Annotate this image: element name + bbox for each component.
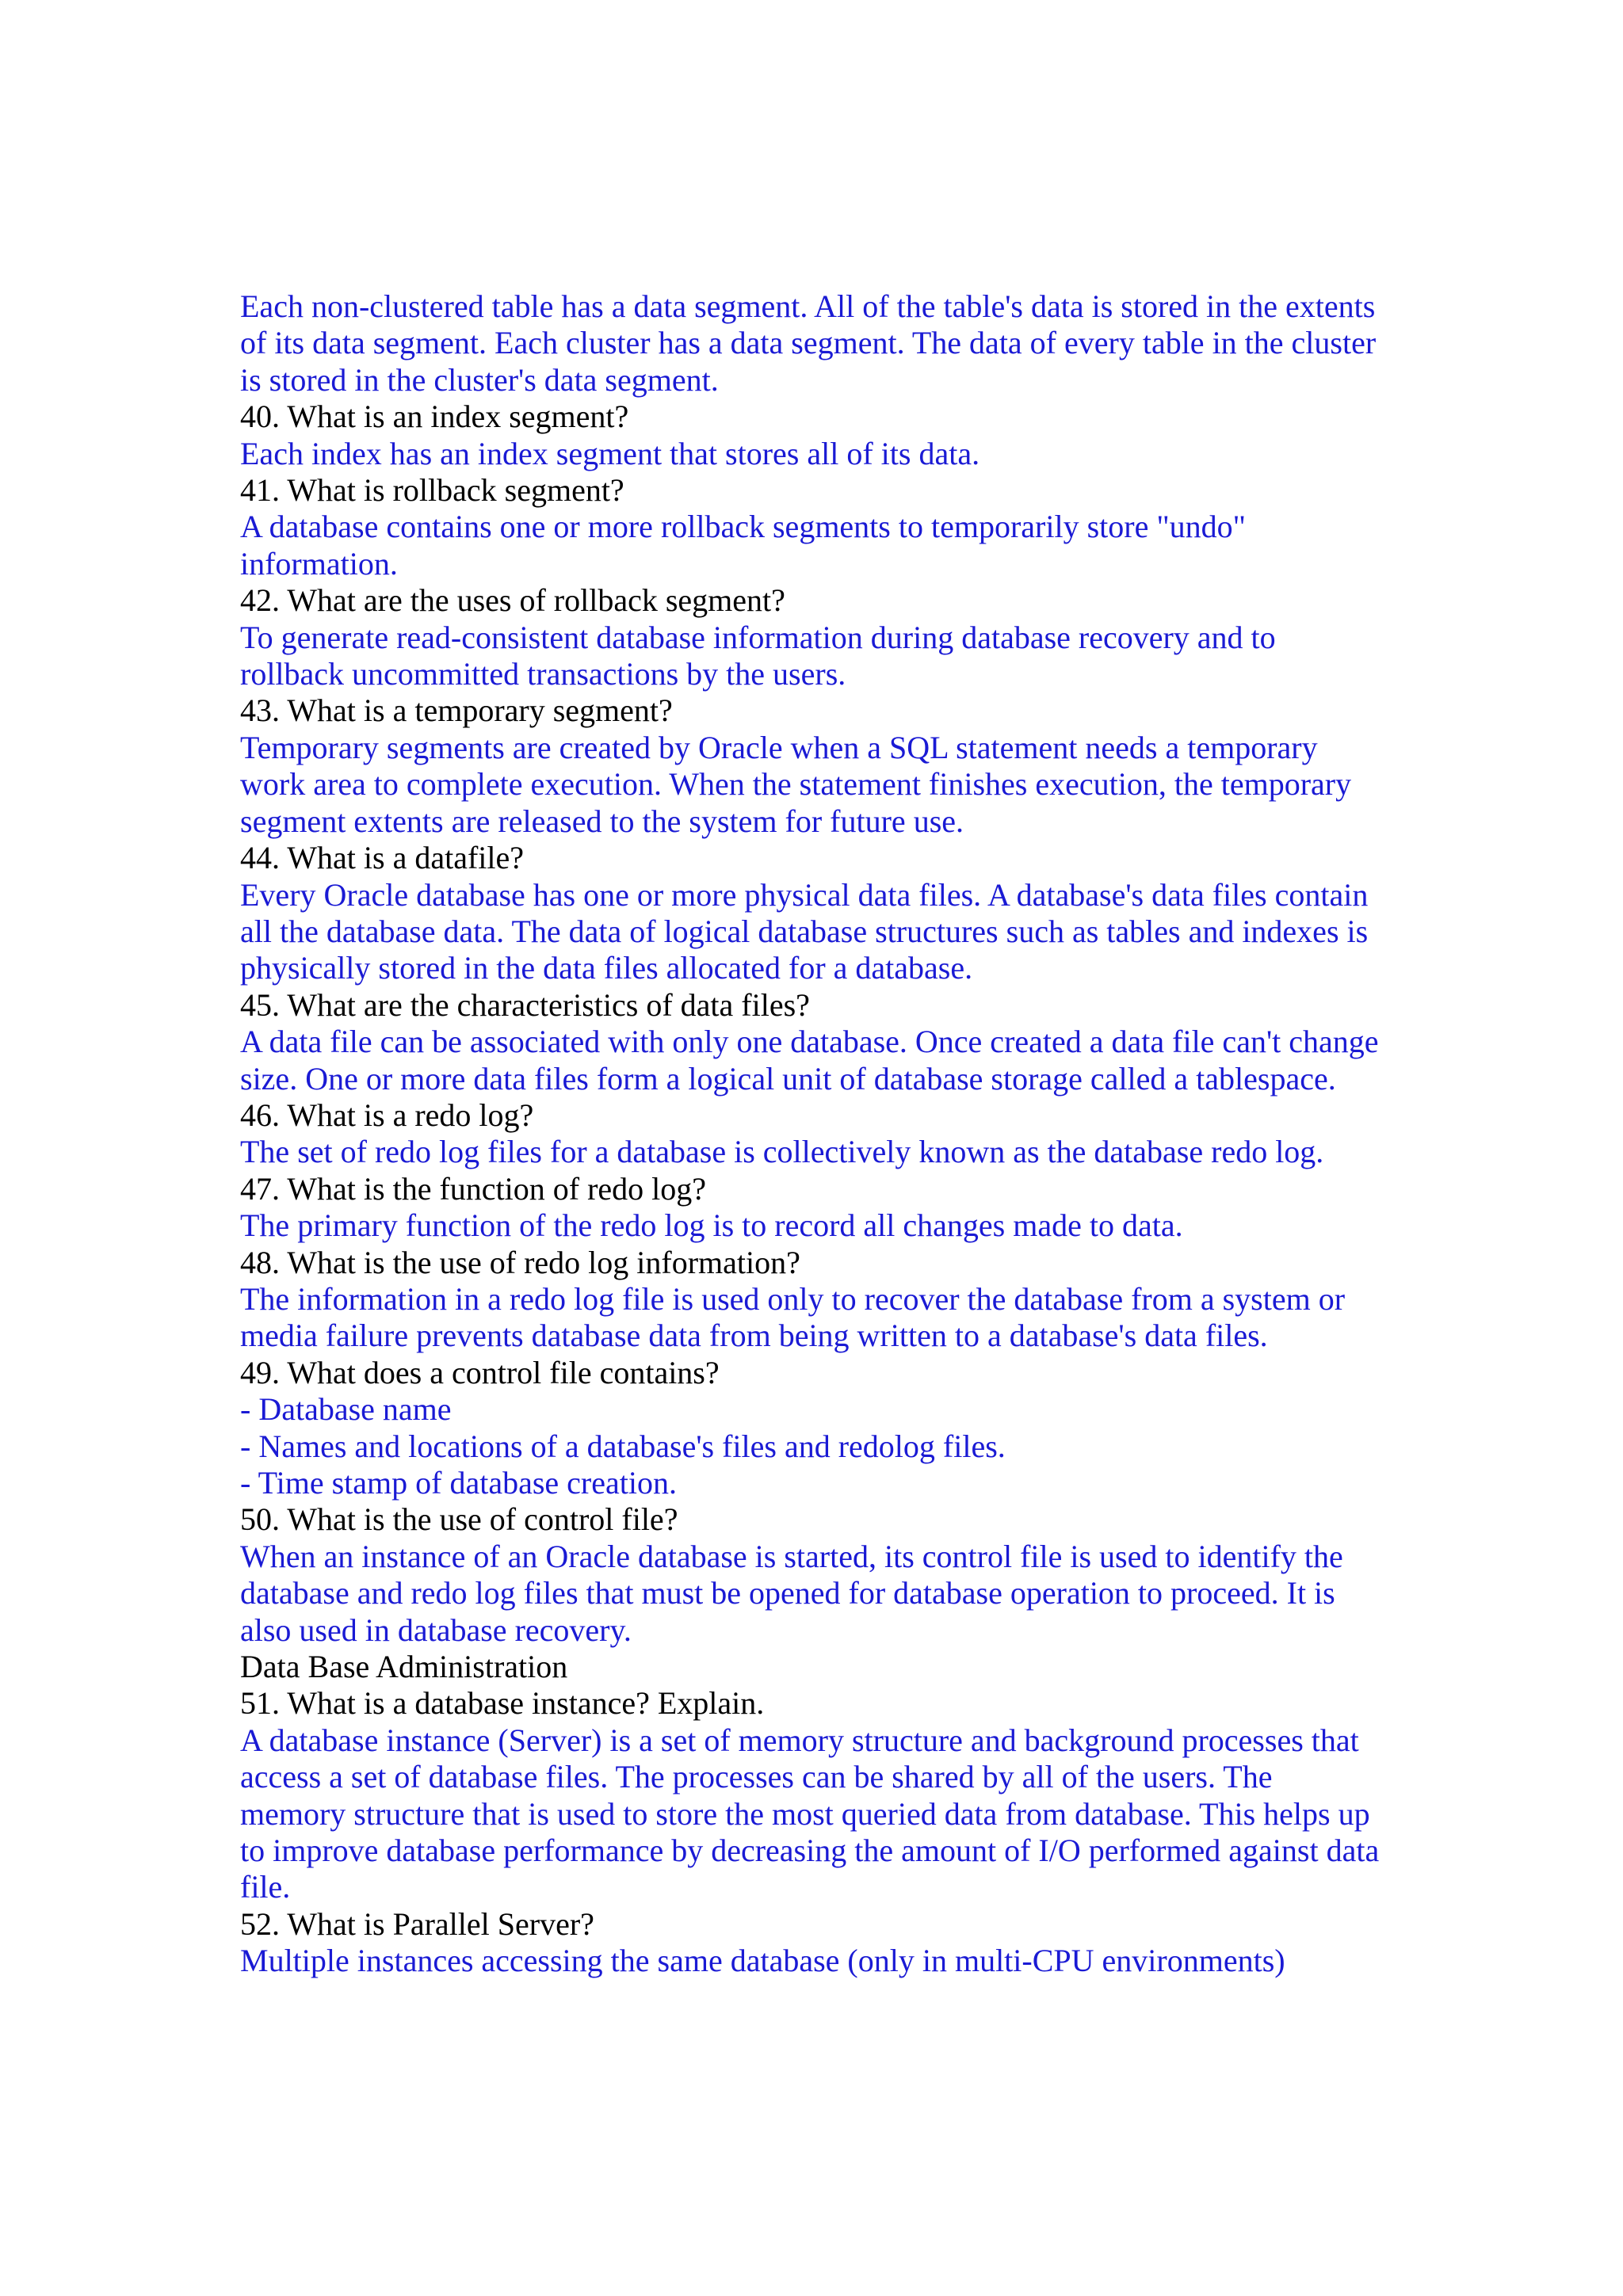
answer-line: Each index has an index segment that stores all of its data.: [240, 435, 980, 471]
question-line: 52. What is Parallel Server?: [240, 1905, 594, 1942]
question-heading: [240, 1649, 1429, 1685]
answer-paragraph: [240, 436, 1429, 472]
answer-line: The information in a redo log file is used only to recover the database from a system or: [240, 1280, 1346, 1317]
answer-paragraph: [240, 1281, 1429, 1355]
answer-paragraph: [240, 1207, 1429, 1244]
question-heading: [240, 399, 1429, 435]
answer-paragraph: [240, 1391, 1429, 1501]
answer-line: rollback uncommitted transactions by the users.: [240, 656, 846, 692]
question-heading: [240, 1245, 1429, 1281]
answer-line: of its data segment. Each cluster has a data segment. The data of every table in the cluster: [240, 325, 1377, 361]
answer-paragraph: [240, 1539, 1429, 1649]
question-heading: [240, 472, 1429, 509]
question-heading: [240, 1097, 1429, 1134]
answer-line: work area to complete execution. When the statement finishes execution, the temporary: [240, 766, 1352, 803]
question-line: 42. What are the uses of rollback segment?: [240, 582, 785, 619]
answer-line: A database contains one or more rollback segments to temporarily store "undo": [240, 509, 1246, 545]
answer-line: to improve database performance by decreasing the amount of I/O performed against data: [240, 1833, 1380, 1869]
answer-line: The set of redo log files for a database is collectively known as the database redo log.: [240, 1134, 1324, 1170]
question-line: 50. What is the use of control file?: [240, 1501, 678, 1538]
question-heading: [240, 1906, 1429, 1943]
answer-paragraph: [240, 1943, 1429, 1979]
answer-line: Multiple instances accessing the same database (only in multi-CPU environments): [240, 1943, 1285, 1979]
question-line: 41. What is rollback segment?: [240, 472, 624, 509]
answer-line: size. One or more data files form a logical unit of database storage called a tablespace.: [240, 1060, 1336, 1097]
question-line: Data Base Administration: [240, 1649, 568, 1685]
answer-line: access a set of database files. The processes can be shared by all of the users. The: [240, 1759, 1273, 1795]
answer-line: A data file can be associated with only one database. Once created a data file can't change: [240, 1024, 1379, 1060]
answer-line: When an instance of an Oracle database is started, its control file is used to identify the: [240, 1538, 1343, 1574]
question-line: 49. What does a control file contains?: [240, 1354, 720, 1390]
answer-line: To generate read-consistent database information during database recovery and to: [240, 619, 1276, 655]
answer-line: file.: [240, 1869, 291, 1905]
answer-line: - Database name: [240, 1391, 452, 1428]
question-line: 51. What is a database instance? Explain.: [240, 1685, 765, 1722]
answer-line: A database instance (Server) is a set of memory structure and background processes that: [240, 1722, 1359, 1758]
answer-line: also used in database recovery.: [240, 1611, 632, 1648]
question-heading: [240, 1171, 1429, 1207]
question-line: 47. What is the function of redo log?: [240, 1170, 707, 1207]
answer-line: segment extents are released to the system for future use.: [240, 803, 964, 839]
answer-line: - Time stamp of database creation.: [240, 1465, 677, 1501]
answer-paragraph: [240, 509, 1429, 582]
answer-line: Every Oracle database has one or more physical data files. A database's data files contain: [240, 876, 1369, 913]
question-line: 46. What is a redo log?: [240, 1097, 534, 1133]
answer-paragraph: [240, 288, 1429, 399]
answer-line: The primary function of the redo log is to record all changes made to data.: [240, 1207, 1183, 1244]
question-heading: [240, 1685, 1429, 1722]
answer-line: memory structure that is used to store the most queried data from database. This helps up: [240, 1795, 1370, 1832]
answer-line: is stored in the cluster's data segment.: [240, 361, 719, 398]
answer-paragraph: [240, 1134, 1429, 1170]
question-heading: [240, 1501, 1429, 1538]
qa-content: [240, 288, 1429, 1980]
question-heading: [240, 582, 1429, 619]
question-line: 43. What is a temporary segment?: [240, 692, 673, 729]
answer-paragraph: [240, 730, 1429, 840]
answer-line: database and redo log files that must be opened for database operation to proceed. It is: [240, 1575, 1335, 1611]
question-heading: [240, 1355, 1429, 1391]
answer-paragraph: [240, 1024, 1429, 1097]
answer-line: Each non-clustered table has a data segment. All of the table's data is stored in the extents: [240, 288, 1376, 324]
answer-paragraph: [240, 1722, 1429, 1906]
question-heading: [240, 987, 1429, 1024]
answer-line: information.: [240, 545, 398, 582]
question-line: 44. What is a datafile?: [240, 840, 525, 876]
question-line: 45. What are the characteristics of data files?: [240, 986, 810, 1023]
question-heading: [240, 692, 1429, 729]
question-heading: [240, 840, 1429, 876]
answer-paragraph: [240, 877, 1429, 987]
answer-line: Temporary segments are created by Oracle when a SQL statement needs a temporary: [240, 729, 1318, 765]
answer-paragraph: [240, 620, 1429, 693]
answer-line: physically stored in the data files allocated for a database.: [240, 950, 973, 986]
answer-line: media failure prevents database data from being written to a database's data files.: [240, 1318, 1268, 1354]
answer-line: - Names and locations of a database's files and redolog files.: [240, 1428, 1006, 1464]
question-line: 40. What is an index segment?: [240, 399, 629, 435]
question-line: 48. What is the use of redo log information?: [240, 1244, 800, 1280]
answer-line: all the database data. The data of logical database structures such as tables and indexes is: [240, 913, 1369, 949]
